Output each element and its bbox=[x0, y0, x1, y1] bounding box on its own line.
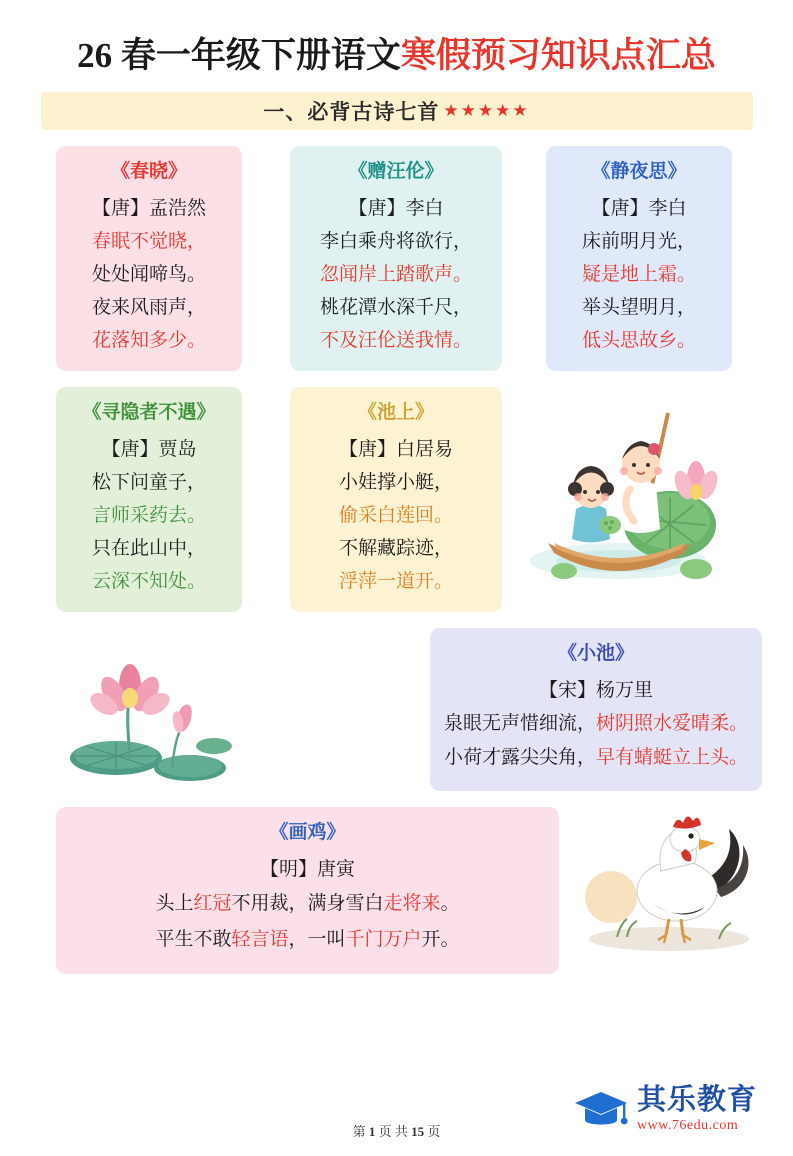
poem-title: 《寻隐者不遇》 bbox=[82, 402, 216, 423]
poem-line bbox=[444, 707, 748, 741]
poem-author: 【唐】李白 bbox=[348, 198, 444, 219]
poem-line-segment: 小荷才露尖尖角， bbox=[444, 747, 597, 768]
brand-name: 其乐教育 bbox=[636, 1084, 757, 1116]
poem-line bbox=[444, 741, 748, 775]
children-boat-illustration bbox=[502, 387, 718, 606]
poem-line: 举头望明月， bbox=[581, 297, 696, 318]
poem-line-segment: 。 bbox=[440, 893, 460, 914]
poem-author: 【唐】李白 bbox=[591, 198, 687, 219]
poem-line: 低头思故乡。 bbox=[581, 330, 696, 351]
poem-line: 春眠不觉晓， bbox=[91, 231, 206, 252]
poem-line: 小娃撑小艇， bbox=[338, 472, 453, 493]
section-heading-text: 一、必背古诗七首 bbox=[263, 100, 440, 124]
poem-line: 不解藏踪迹， bbox=[338, 538, 453, 559]
poem-author: 【唐】贾岛 bbox=[101, 439, 197, 460]
poem-author: 【唐】孟浩然 bbox=[91, 198, 206, 219]
poem-card-zengwanglun bbox=[290, 146, 502, 371]
rooster-illustration bbox=[559, 807, 759, 960]
poem-line: 李白乘舟将欲行， bbox=[319, 231, 472, 252]
poem-card-xunyinzhebuyu bbox=[56, 387, 242, 612]
page-title bbox=[34, 34, 759, 78]
poem-author: 【唐】白居易 bbox=[338, 439, 453, 460]
poem-line-segment: 不用裁，满身雪白 bbox=[231, 893, 384, 914]
children-boat-icon bbox=[518, 393, 718, 601]
poem-line-segment: 泉眼无声惜细流， bbox=[444, 713, 597, 734]
poem-line: 松下问童子， bbox=[91, 472, 206, 493]
poem-title: 《静夜思》 bbox=[591, 161, 687, 182]
poem-line: 不及汪伦送我情。 bbox=[319, 330, 472, 351]
footer-current-page: 1 bbox=[368, 1124, 376, 1139]
poem-line-segment: 树阴照水爱晴柔。 bbox=[596, 713, 749, 734]
footer-total-pages: 15 bbox=[411, 1124, 425, 1139]
poem-line bbox=[70, 922, 545, 958]
poem-author: 【明】唐寅 bbox=[259, 859, 355, 880]
poem-line: 疑是地上霜。 bbox=[581, 264, 696, 285]
poem-line-segment: 平生不敢 bbox=[155, 929, 232, 950]
poem-card-jingyesi bbox=[546, 146, 732, 371]
poem-row-4 bbox=[34, 807, 759, 974]
footer-middle: 页 共 bbox=[378, 1124, 408, 1139]
poem-title: 《画鸡》 bbox=[269, 822, 346, 843]
poem-row-3 bbox=[34, 628, 759, 791]
poem-row-1 bbox=[34, 146, 759, 371]
poem-line: 言师采药去。 bbox=[91, 505, 206, 526]
page-number-footer bbox=[0, 1121, 793, 1140]
poem-line-segment: 千门万户 bbox=[345, 929, 422, 950]
poem-title: 《赠汪伦》 bbox=[348, 161, 444, 182]
poem-line: 处处闻啼鸟。 bbox=[91, 264, 206, 285]
poem-line: 只在此山中， bbox=[91, 538, 206, 559]
poem-line: 床前明月光， bbox=[581, 231, 696, 252]
lotus-flower-icon bbox=[64, 646, 240, 786]
poem-card-xiaochi bbox=[430, 628, 762, 791]
poem-line-segment: 轻言语 bbox=[231, 929, 289, 950]
poem-line-segment: 开。 bbox=[421, 929, 460, 950]
footer-suffix: 页 bbox=[427, 1124, 441, 1139]
poem-author: 【宋】杨万里 bbox=[539, 680, 654, 701]
lotus-illustration bbox=[34, 628, 240, 791]
poem-card-chunxiao bbox=[56, 146, 242, 371]
poem-card-huaji bbox=[56, 807, 559, 974]
star-rating-icon: ★★★★★ bbox=[443, 101, 530, 120]
poem-line: 忽闻岸上踏歌声。 bbox=[319, 264, 472, 285]
poem-line: 花落知多少。 bbox=[91, 330, 206, 351]
brand-url: www.76edu.com bbox=[636, 1118, 739, 1133]
poem-line: 云深不知处。 bbox=[91, 571, 206, 592]
poem-line-segment: 早有蜻蜓立上头。 bbox=[596, 747, 749, 768]
poem-line: 偷采白莲回。 bbox=[338, 505, 453, 526]
poem-line: 桃花潭水深千尺， bbox=[319, 297, 472, 318]
poem-card-chishang bbox=[290, 387, 502, 612]
poem-title: 《小池》 bbox=[558, 643, 635, 664]
poem-title: 《春晓》 bbox=[110, 161, 187, 182]
poem-line-segment: 红冠 bbox=[193, 893, 232, 914]
poem-line-segment: ，一叫 bbox=[288, 929, 346, 950]
poem-line-segment: 走将来 bbox=[383, 893, 441, 914]
document-page bbox=[0, 34, 793, 1156]
poem-line bbox=[70, 886, 545, 922]
rooster-icon bbox=[569, 805, 759, 955]
poem-title: 《池上》 bbox=[357, 402, 434, 423]
poem-row-2 bbox=[34, 387, 759, 612]
title-black-part: 26 春一年级下册语文 bbox=[77, 36, 401, 75]
poem-line-segment: 头上 bbox=[155, 893, 194, 914]
footer-prefix: 第 bbox=[352, 1124, 366, 1139]
title-red-part: 寒假预习知识点汇总 bbox=[400, 36, 716, 75]
poem-line: 浮萍一道开。 bbox=[338, 571, 453, 592]
section-heading-band bbox=[41, 92, 753, 130]
poem-line: 夜来风雨声， bbox=[91, 297, 206, 318]
